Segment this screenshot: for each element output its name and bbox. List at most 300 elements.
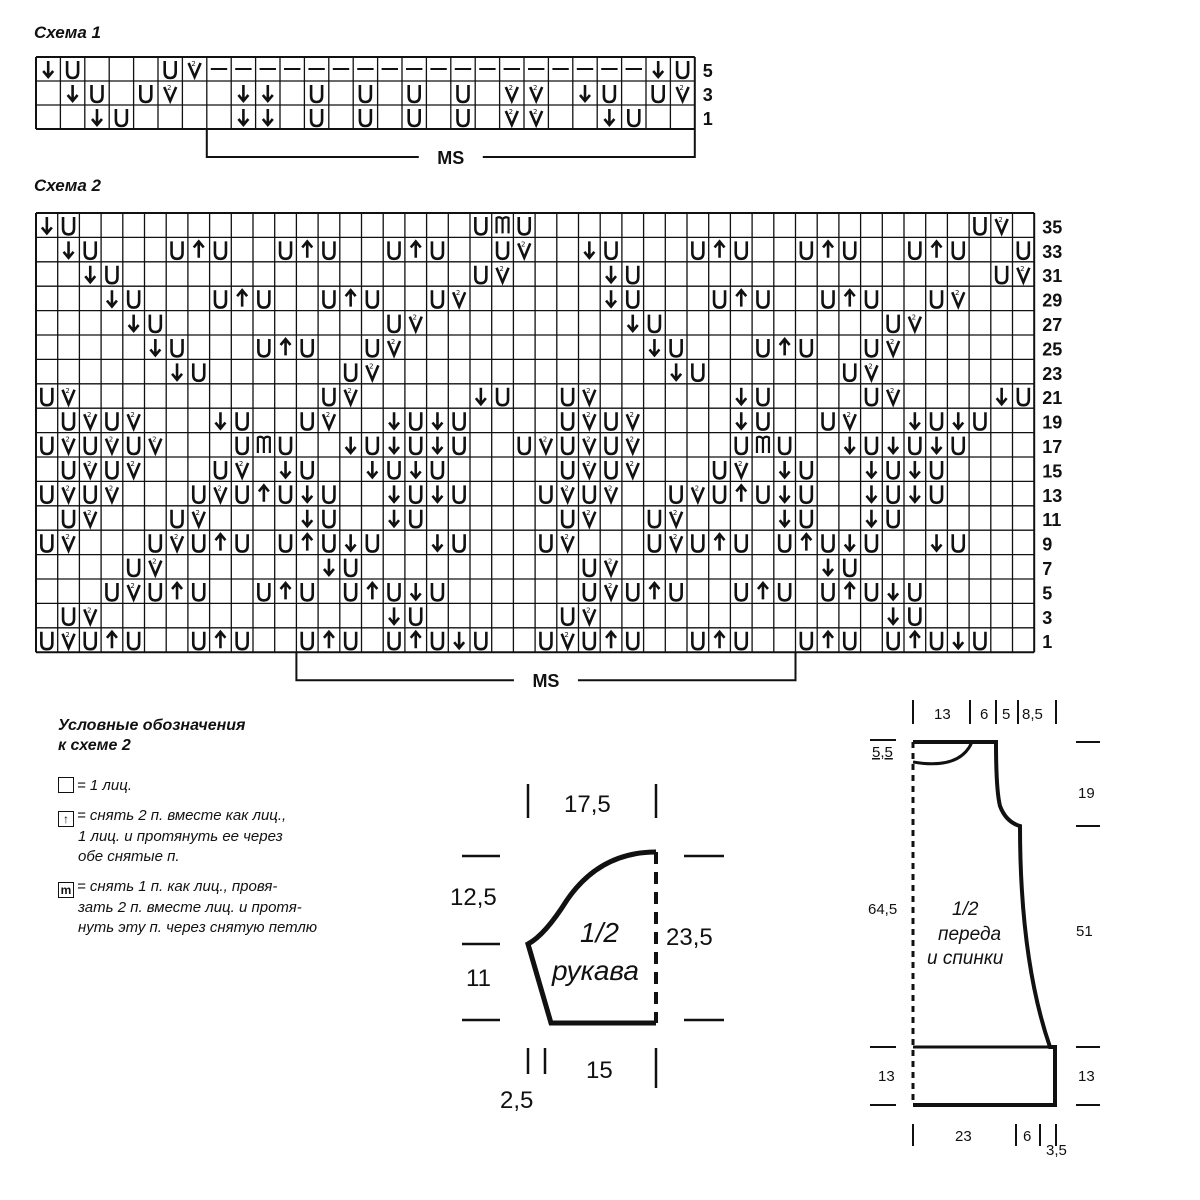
decrease-down-arrow-icon: [888, 583, 898, 599]
yarn-over-icon: [323, 510, 334, 527]
scheme2-row-label: 35: [1042, 217, 1063, 238]
yarn-over-icon: [323, 485, 334, 502]
double-decrease-up-arrow-icon: [649, 583, 659, 599]
double-decrease-up-arrow-icon: [215, 632, 225, 648]
yarn-over-icon: [801, 339, 812, 356]
sleeve-outline: [528, 852, 656, 1023]
yarn-over-icon: [311, 109, 322, 126]
decrease-down-arrow-icon: [653, 61, 663, 77]
decrease-two-mark-icon: 2: [672, 508, 678, 517]
yarn-over-icon: [345, 363, 356, 380]
yarn-over-icon: [165, 61, 176, 78]
decrease-down-arrow-icon: [263, 109, 273, 125]
decrease-two-mark-icon: 2: [911, 313, 917, 322]
decrease-down-arrow-icon: [432, 437, 442, 453]
yarn-over-icon: [193, 583, 204, 600]
decrease-two-mark-icon: 2: [586, 460, 591, 468]
yarn-over-icon: [367, 534, 378, 551]
decrease-two-mark-icon: 2: [846, 411, 851, 420]
decrease-down-arrow-icon: [172, 363, 182, 379]
sleeve-dim-bottom: 15: [586, 1057, 613, 1084]
yarn-over-icon: [692, 534, 703, 551]
yarn-over-icon: [454, 534, 465, 551]
yarn-over-icon: [931, 461, 942, 478]
yarn-over-icon: [562, 607, 573, 624]
body-dim-rib-right: 13: [1078, 1068, 1095, 1085]
scheme2-row-label: 9: [1042, 534, 1053, 555]
decrease-down-arrow-icon: [845, 437, 855, 453]
yarn-over-icon: [953, 241, 964, 258]
decrease-two-mark-icon: 2: [65, 435, 70, 444]
decrease-down-arrow-icon: [476, 388, 486, 404]
yarn-over-icon: [237, 534, 248, 551]
decrease-down-arrow-icon: [736, 412, 746, 428]
double-decrease-up-arrow-icon: [758, 583, 768, 599]
yarn-over-icon: [367, 339, 378, 356]
yarn-over-icon: [801, 632, 812, 649]
yarn-over-icon: [410, 485, 421, 502]
yarn-over-icon: [801, 510, 812, 527]
double-decrease-up-arrow-icon: [194, 241, 204, 257]
scheme2-row-label: 11: [1042, 510, 1062, 531]
yarn-over-icon: [150, 583, 161, 600]
yarn-over-icon: [649, 315, 660, 332]
yarn-over-icon: [801, 241, 812, 258]
yarn-over-icon: [410, 412, 421, 429]
body-dim-top-1: 13: [934, 706, 951, 723]
decrease-two-mark-icon: 2: [998, 216, 1003, 224]
yarn-over-icon: [562, 388, 573, 405]
yarn-over-icon: [140, 85, 151, 102]
yarn-over-icon: [432, 461, 443, 478]
decrease-two-mark-icon: 2: [889, 386, 895, 395]
yarn-over-icon: [671, 339, 682, 356]
legend-item-knit: [58, 776, 132, 796]
decrease-two-mark-icon: 2: [889, 338, 895, 346]
yarn-over-icon: [671, 583, 682, 600]
yarn-over-icon: [106, 412, 117, 429]
yarn-over-icon: [345, 632, 356, 649]
double-decrease-up-arrow-icon: [411, 241, 421, 257]
decrease-two-mark-icon: 2: [629, 435, 634, 444]
yarn-over-icon: [677, 61, 688, 78]
yarn-over-icon: [432, 632, 443, 649]
yarn-over-icon: [302, 632, 313, 649]
yarn-over-icon: [85, 632, 96, 649]
yarn-over-icon: [63, 510, 74, 527]
yarn-over-icon: [866, 290, 877, 307]
double-decrease-up-arrow-icon: [259, 485, 269, 501]
legend-item2-line1: = снять 2 п. вместе как лиц.,: [77, 807, 287, 824]
yarn-over-icon: [41, 485, 52, 502]
decrease-down-arrow-icon: [953, 632, 963, 648]
yarn-over-icon: [345, 559, 356, 576]
yarn-over-icon: [606, 437, 617, 454]
body-dim-neck: 5,5: [872, 744, 893, 761]
yarn-over-icon: [606, 412, 617, 429]
decrease-down-arrow-icon: [953, 412, 963, 428]
legend-item-decrease-over: [58, 877, 317, 938]
yarn-over-icon: [736, 437, 747, 454]
yarn-over-icon: [519, 217, 530, 234]
yarn-over-icon: [432, 290, 443, 307]
yarn-over-icon: [193, 363, 204, 380]
yarn-over-icon: [280, 534, 291, 551]
yarn-over-icon: [92, 85, 103, 102]
decrease-two-mark-icon: 2: [108, 484, 114, 493]
decrease-down-arrow-icon: [432, 412, 442, 428]
yarn-over-icon: [302, 412, 313, 429]
yarn-over-icon: [844, 632, 855, 649]
yarn-over-icon: [779, 583, 790, 600]
decrease-down-arrow-icon: [866, 485, 876, 501]
decrease-down-arrow-icon: [389, 510, 399, 526]
yarn-over-icon: [497, 388, 508, 405]
yarn-over-icon: [323, 534, 334, 551]
scheme2-row-label: 29: [1042, 290, 1063, 311]
scheme2-row-label: 3: [1042, 607, 1053, 628]
yarn-over-icon: [454, 412, 465, 429]
knit-symbol-icon: [58, 777, 74, 793]
decrease-two-mark-icon: 2: [679, 84, 684, 92]
yarn-over-icon: [302, 583, 313, 600]
scheme1-ms-label: MS: [437, 148, 465, 168]
yarn-over-icon: [389, 583, 400, 600]
yarn-over-icon: [888, 315, 899, 332]
decrease-down-arrow-icon: [107, 290, 117, 306]
body-dim-top-2: 6: [980, 706, 989, 723]
decrease-down-arrow-icon: [888, 607, 898, 623]
scheme2-row-label: 31: [1042, 266, 1063, 287]
double-decrease-up-arrow-icon: [367, 583, 377, 599]
yarn-over-icon: [311, 85, 322, 102]
scheme2-row-label: 25: [1042, 339, 1063, 360]
m-stitch-icon: [258, 437, 270, 453]
legend-item-decrease-double: [58, 806, 286, 867]
yarn-over-icon: [909, 607, 920, 624]
yarn-over-icon: [931, 485, 942, 502]
decrease-down-arrow-icon: [866, 510, 876, 526]
yarn-over-icon: [584, 632, 595, 649]
double-decrease-up-arrow-icon: [302, 241, 312, 257]
yarn-over-icon: [116, 109, 127, 126]
yarn-over-icon: [823, 583, 834, 600]
decrease-two-mark-icon: 2: [564, 533, 569, 542]
decrease-down-arrow-icon: [432, 485, 442, 501]
scheme2-row-label: 33: [1042, 241, 1063, 262]
yarn-over-icon: [823, 290, 834, 307]
yarn-over-icon: [866, 534, 877, 551]
decrease-two-mark-icon: 2: [191, 60, 196, 68]
yarn-over-icon: [410, 607, 421, 624]
yarn-over-icon: [475, 217, 486, 234]
yarn-over-icon: [410, 437, 421, 454]
yarn-over-icon: [432, 583, 443, 600]
decrease-two-mark-icon: 2: [347, 386, 352, 395]
legend-title-line2: к схеме 2: [58, 737, 131, 754]
scheme2-row-label: 21: [1042, 388, 1063, 409]
yarn-over-icon: [757, 412, 768, 429]
yarn-over-icon: [409, 109, 420, 126]
yarn-over-icon: [736, 241, 747, 258]
scheme2-row-label: 23: [1042, 363, 1063, 384]
yarn-over-icon: [237, 437, 248, 454]
decrease-down-arrow-icon: [780, 485, 790, 501]
scheme2-row-label: 7: [1042, 559, 1053, 579]
yarn-over-icon: [931, 632, 942, 649]
double-decrease-up-arrow-icon: [780, 339, 790, 355]
decrease-down-arrow-icon: [736, 388, 746, 404]
sleeve-dim-left-upper: 12,5: [450, 884, 497, 911]
decrease-down-arrow-icon: [92, 109, 102, 125]
yarn-over-icon: [150, 534, 161, 551]
yarn-over-icon: [193, 632, 204, 649]
yarn-over-icon: [106, 266, 117, 283]
body-dim-top-4: 8,5: [1022, 706, 1043, 723]
m-stitch-icon: [497, 217, 509, 233]
yarn-over-icon: [653, 85, 664, 102]
m-stitch-icon: [757, 437, 769, 453]
scheme2-row-label: 17: [1042, 437, 1063, 457]
yarn-over-icon: [63, 461, 74, 478]
decrease-two-mark-icon: 2: [586, 386, 591, 395]
decrease-down-arrow-icon: [823, 559, 833, 575]
yarn-over-icon: [475, 632, 486, 649]
decrease-two-mark-icon: 2: [87, 460, 92, 468]
decrease-down-arrow-icon: [238, 85, 248, 101]
scheme2-row-label: 13: [1042, 485, 1063, 506]
yarn-over-icon: [106, 583, 117, 600]
yarn-over-icon: [779, 534, 790, 551]
yarn-over-icon: [627, 290, 638, 307]
decrease-two-mark-icon: 2: [564, 630, 569, 639]
double-decrease-up-arrow-icon: [736, 485, 746, 501]
body-dim-bottom-2: 6: [1023, 1128, 1032, 1145]
yarn-over-icon: [692, 363, 703, 380]
decrease-two-mark-icon: 2: [87, 411, 92, 420]
decrease-down-arrow-icon: [454, 632, 464, 648]
decrease-down-arrow-icon: [215, 412, 225, 428]
decrease-down-arrow-icon: [281, 461, 291, 477]
yarn-over-icon: [410, 510, 421, 527]
yarn-over-icon: [714, 485, 725, 502]
decrease-down-arrow-icon: [150, 339, 160, 355]
double-decrease-up-arrow-icon: [107, 632, 117, 648]
decrease-down-arrow-icon: [866, 461, 876, 477]
yarn-over-icon: [627, 266, 638, 283]
yarn-over-icon: [604, 85, 615, 102]
yarn-over-icon: [128, 559, 139, 576]
yarn-over-icon: [757, 485, 768, 502]
yarn-over-icon: [1018, 241, 1029, 258]
yarn-over-icon: [63, 607, 74, 624]
decrease-two-mark-icon: 2: [499, 264, 504, 273]
decrease-two-mark-icon: 2: [532, 108, 538, 116]
decrease-two-mark-icon: 2: [738, 460, 743, 468]
yarn-over-icon: [909, 437, 920, 454]
decrease-two-mark-icon: 2: [586, 606, 591, 615]
yarn-over-icon: [389, 315, 400, 332]
decrease-down-arrow-icon: [580, 85, 590, 101]
decrease-down-arrow-icon: [628, 315, 638, 331]
yarn-over-icon: [953, 437, 964, 454]
decrease-down-arrow-icon: [42, 217, 52, 233]
yarn-over-icon: [584, 559, 595, 576]
decrease-two-mark-icon: 2: [173, 533, 179, 542]
yarn-over-icon: [454, 485, 465, 502]
sleeve-dim-left-lower: 11: [466, 965, 491, 992]
yarn-over-icon: [280, 485, 291, 502]
yarn-over-icon: [215, 461, 226, 478]
yarn-over-icon: [974, 412, 985, 429]
yarn-over-icon: [974, 632, 985, 649]
decrease-two-mark-icon: 2: [586, 411, 591, 420]
scheme2-row-label: 1: [1042, 632, 1053, 653]
yarn-over-icon: [584, 583, 595, 600]
yarn-over-icon: [866, 339, 877, 356]
yarn-over-icon: [458, 109, 469, 126]
yarn-over-icon: [215, 241, 226, 258]
yarn-over-icon: [866, 583, 877, 600]
yarn-over-icon: [389, 241, 400, 258]
yarn-over-icon: [627, 632, 638, 649]
scheme1-row-label: 3: [702, 85, 713, 105]
scheme1-row-label: 5: [702, 61, 713, 81]
decrease-down-arrow-icon: [932, 534, 942, 550]
double-decrease-up-arrow-icon: [346, 290, 356, 306]
yarn-over-icon: [172, 241, 183, 258]
decrease-down-arrow-icon: [997, 388, 1007, 404]
scheme2-title: Схема 2: [34, 176, 101, 195]
yarn-over-icon: [475, 266, 486, 283]
yarn-over-icon: [360, 109, 371, 126]
decrease-two-mark-icon: 2: [607, 582, 613, 590]
yarn-over-icon: [302, 339, 313, 356]
decrease-down-arrow-icon: [604, 109, 614, 125]
decrease-down-arrow-icon: [888, 437, 898, 453]
decrease-two-mark-icon: 2: [65, 630, 70, 639]
yarn-over-icon: [389, 632, 400, 649]
double-decrease-up-arrow-icon: [801, 534, 811, 550]
yarn-over-icon: [237, 632, 248, 649]
decrease-two-mark-icon: 2: [238, 460, 244, 468]
yarn-over-icon: [128, 290, 139, 307]
body-dim-armhole: 19: [1078, 785, 1095, 802]
decrease-down-arrow-icon: [389, 412, 399, 428]
decrease-two-mark-icon: 2: [152, 435, 157, 444]
legend-item2-line3: обе снятые п.: [78, 848, 180, 865]
decrease-down-arrow-icon: [68, 85, 78, 101]
decrease-two-mark-icon: 2: [65, 386, 70, 395]
decrease-two-mark-icon: 2: [542, 435, 548, 444]
legend-item3-line2: зать 2 п. вместе лиц. и протя-: [78, 899, 302, 916]
yarn-over-icon: [41, 437, 52, 454]
yarn-over-icon: [562, 461, 573, 478]
decrease-two-mark-icon: 2: [130, 582, 135, 590]
yarn-over-icon: [757, 290, 768, 307]
decrease-two-mark-icon: 2: [694, 484, 700, 493]
decrease-down-arrow-icon: [584, 241, 594, 257]
decrease-two-mark-icon: 2: [564, 484, 569, 493]
yarn-over-icon: [736, 632, 747, 649]
decrease-two-mark-icon: 2: [955, 289, 960, 298]
body-dim-bottom-3: 3,5: [1046, 1142, 1067, 1159]
yarn-over-icon: [649, 510, 660, 527]
yarn-over-icon: [628, 109, 639, 126]
double-decrease-symbol-icon: ↑: [58, 811, 74, 827]
legend-item3-line1: = снять 1 п. как лиц., провя-: [77, 878, 278, 895]
yarn-over-icon: [41, 388, 52, 405]
decrease-down-arrow-icon: [411, 461, 421, 477]
double-decrease-up-arrow-icon: [845, 583, 855, 599]
decrease-down-arrow-icon: [346, 437, 356, 453]
decrease-down-arrow-icon: [389, 485, 399, 501]
decrease-down-arrow-icon: [129, 315, 139, 331]
double-decrease-up-arrow-icon: [237, 290, 247, 306]
yarn-over-icon: [909, 583, 920, 600]
body-outline: [913, 742, 1055, 1105]
yarn-over-icon: [757, 339, 768, 356]
decrease-down-arrow-icon: [671, 363, 681, 379]
yarn-over-icon: [519, 437, 530, 454]
yarn-over-icon: [215, 290, 226, 307]
double-decrease-up-arrow-icon: [411, 632, 421, 648]
yarn-over-icon: [562, 510, 573, 527]
yarn-over-icon: [974, 217, 985, 234]
decrease-down-arrow-icon: [606, 266, 616, 282]
decrease-down-arrow-icon: [780, 461, 790, 477]
yarn-over-icon: [323, 290, 334, 307]
double-decrease-up-arrow-icon: [324, 632, 334, 648]
yarn-over-icon: [888, 510, 899, 527]
yarn-over-icon: [823, 534, 834, 551]
decrease-two-mark-icon: 2: [217, 484, 222, 493]
decrease-down-arrow-icon: [411, 583, 421, 599]
body-dim-body: 51: [1076, 923, 1093, 940]
decrease-down-arrow-icon: [389, 437, 399, 453]
decrease-down-arrow-icon: [302, 485, 312, 501]
double-decrease-up-arrow-icon: [302, 534, 312, 550]
yarn-over-icon: [128, 632, 139, 649]
double-decrease-up-arrow-icon: [715, 632, 725, 648]
m-symbol-icon: m: [58, 882, 74, 898]
decrease-two-mark-icon: 2: [65, 484, 70, 493]
legend-item3-line3: нуть эту п. через снятую петлю: [78, 919, 318, 936]
double-decrease-up-arrow-icon: [823, 241, 833, 257]
yarn-over-icon: [41, 534, 52, 551]
scheme2-row-label: 19: [1042, 412, 1063, 433]
yarn-over-icon: [172, 339, 183, 356]
legend-title-line1: Условные обозначения: [58, 717, 246, 734]
scheme2-row-label: 5: [1042, 583, 1053, 604]
decrease-two-mark-icon: 2: [672, 533, 678, 542]
yarn-over-icon: [714, 461, 725, 478]
yarn-over-icon: [237, 485, 248, 502]
yarn-over-icon: [85, 241, 96, 258]
decrease-down-arrow-icon: [367, 461, 377, 477]
decrease-down-arrow-icon: [845, 534, 855, 550]
yarn-over-icon: [562, 412, 573, 429]
yarn-over-icon: [67, 61, 78, 78]
yarn-over-icon: [714, 290, 725, 307]
decrease-two-mark-icon: 2: [130, 460, 135, 468]
decrease-two-mark-icon: 2: [629, 411, 634, 420]
yarn-over-icon: [172, 510, 183, 527]
decrease-two-mark-icon: 2: [607, 484, 613, 493]
yarn-over-icon: [367, 290, 378, 307]
yarn-over-icon: [41, 632, 52, 649]
double-decrease-up-arrow-icon: [823, 632, 833, 648]
